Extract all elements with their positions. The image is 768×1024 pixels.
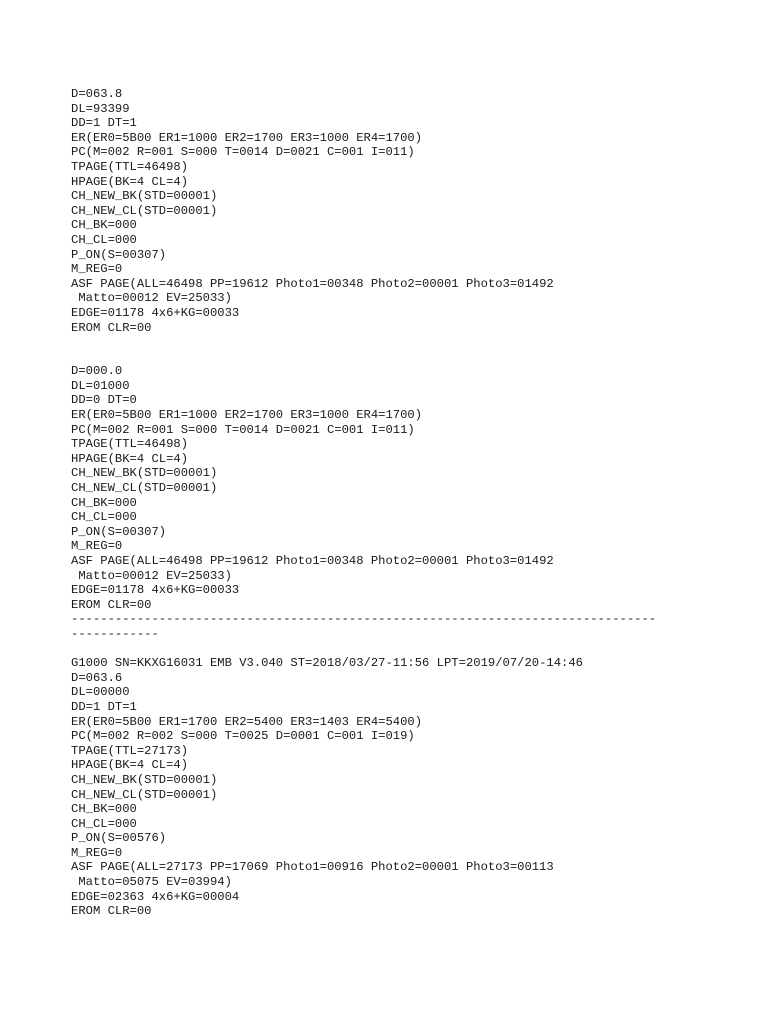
log-line: P_ON(S=00576) (71, 831, 167, 846)
blank-line (71, 642, 656, 657)
log-line: HPAGE(BK=4 CL=4) (71, 451, 189, 466)
log-line: ASF PAGE(ALL=46498 PP=19612 Photo1=00348 Photo2=00001 Photo3=01492 (71, 554, 554, 568)
log-line: EDGE=02363 4x6+KG=00004 (71, 889, 240, 904)
log-line: DD=1 DT=1 (71, 699, 137, 714)
log-line: CH_CL=000 (71, 232, 137, 247)
log-line: M_REG=0 (71, 845, 123, 860)
log-line: DL=93399 (71, 101, 130, 116)
log-line: CH_CL=000 (71, 510, 137, 525)
log-line: D=063.8 (71, 87, 123, 101)
log-line: ------------ (71, 626, 159, 641)
log-line: M_REG=0 (71, 262, 123, 277)
log-line: CH_NEW_BK(STD=00001) (71, 466, 218, 481)
log-line: PC(M=002 R=001 S=000 T=0014 D=0021 C=001 I=011) (71, 422, 415, 437)
log-line: TPAGE(TTL=27173) (71, 743, 189, 758)
log-text-block (71, 87, 656, 919)
log-line: Matto=05075 EV=03994) (71, 875, 232, 890)
log-line: DL=00000 (71, 685, 130, 700)
log-line: ER(ER0=5B00 ER1=1700 ER2=5400 ER3=1403 ER4=5400) (71, 714, 423, 729)
log-line: CH_NEW_CL(STD=00001) (71, 787, 218, 802)
log-line: HPAGE(BK=4 CL=4) (71, 174, 189, 189)
log-line: EROM CLR=00 (71, 904, 152, 919)
log-line: G1000 SN=KKXG16031 EMB V3.040 ST=2018/03/27-11:56 LPT=2019/07/20-14:46 (71, 656, 583, 671)
log-line: ER(ER0=5B00 ER1=1000 ER2=1700 ER3=1000 ER4=1700) (71, 408, 423, 423)
log-line: ASF PAGE(ALL=46498 PP=19612 Photo1=00348 Photo2=00001 Photo3=01492 (71, 276, 554, 291)
log-line: EROM CLR=00 (71, 597, 152, 612)
log-line: CH_CL=000 (71, 816, 137, 831)
log-line: M_REG=0 (71, 539, 123, 554)
log-line: CH_NEW_CL(STD=00001) (71, 203, 218, 218)
log-line: DL=01000 (71, 378, 130, 393)
log-line: ER(ER0=5B00 ER1=1000 ER2=1700 ER3=1000 ER4=1700) (71, 130, 423, 145)
log-line: -------------------------------------------------------------------------------- (71, 612, 657, 627)
log-line: PC(M=002 R=002 S=000 T=0025 D=0001 C=001 I=019) (71, 729, 415, 744)
log-line: D=000.0 (71, 364, 123, 379)
log-line: EROM CLR=00 (71, 320, 152, 335)
blank-line (71, 335, 656, 350)
log-line: EDGE=01178 4x6+KG=00033 (71, 583, 240, 598)
log-line: Matto=00012 EV=25033) (71, 291, 232, 306)
log-line: P_ON(S=00307) (71, 247, 167, 262)
log-line: TPAGE(TTL=46498) (71, 437, 189, 452)
log-line: CH_NEW_CL(STD=00001) (71, 481, 218, 496)
log-line: HPAGE(BK=4 CL=4) (71, 758, 189, 773)
log-line: CH_BK=000 (71, 802, 137, 817)
log-line: Matto=00012 EV=25033) (71, 568, 232, 583)
blank-line (71, 350, 656, 365)
log-line: ASF PAGE(ALL=27173 PP=17069 Photo1=00916 Photo2=00001 Photo3=00113 (71, 860, 554, 875)
log-line: PC(M=002 R=001 S=000 T=0014 D=0021 C=001 I=011) (71, 145, 415, 160)
log-line: EDGE=01178 4x6+KG=00033 (71, 305, 240, 320)
log-line: CH_NEW_BK(STD=00001) (71, 772, 218, 787)
log-line: P_ON(S=00307) (71, 524, 167, 539)
log-line: CH_BK=000 (71, 495, 137, 510)
log-line: DD=1 DT=1 (71, 116, 137, 131)
log-line: CH_NEW_BK(STD=00001) (71, 189, 218, 204)
log-line: CH_BK=000 (71, 218, 137, 233)
log-line: DD=0 DT=0 (71, 393, 137, 408)
log-line: D=063.6 (71, 670, 123, 685)
log-line: TPAGE(TTL=46498) (71, 159, 189, 174)
